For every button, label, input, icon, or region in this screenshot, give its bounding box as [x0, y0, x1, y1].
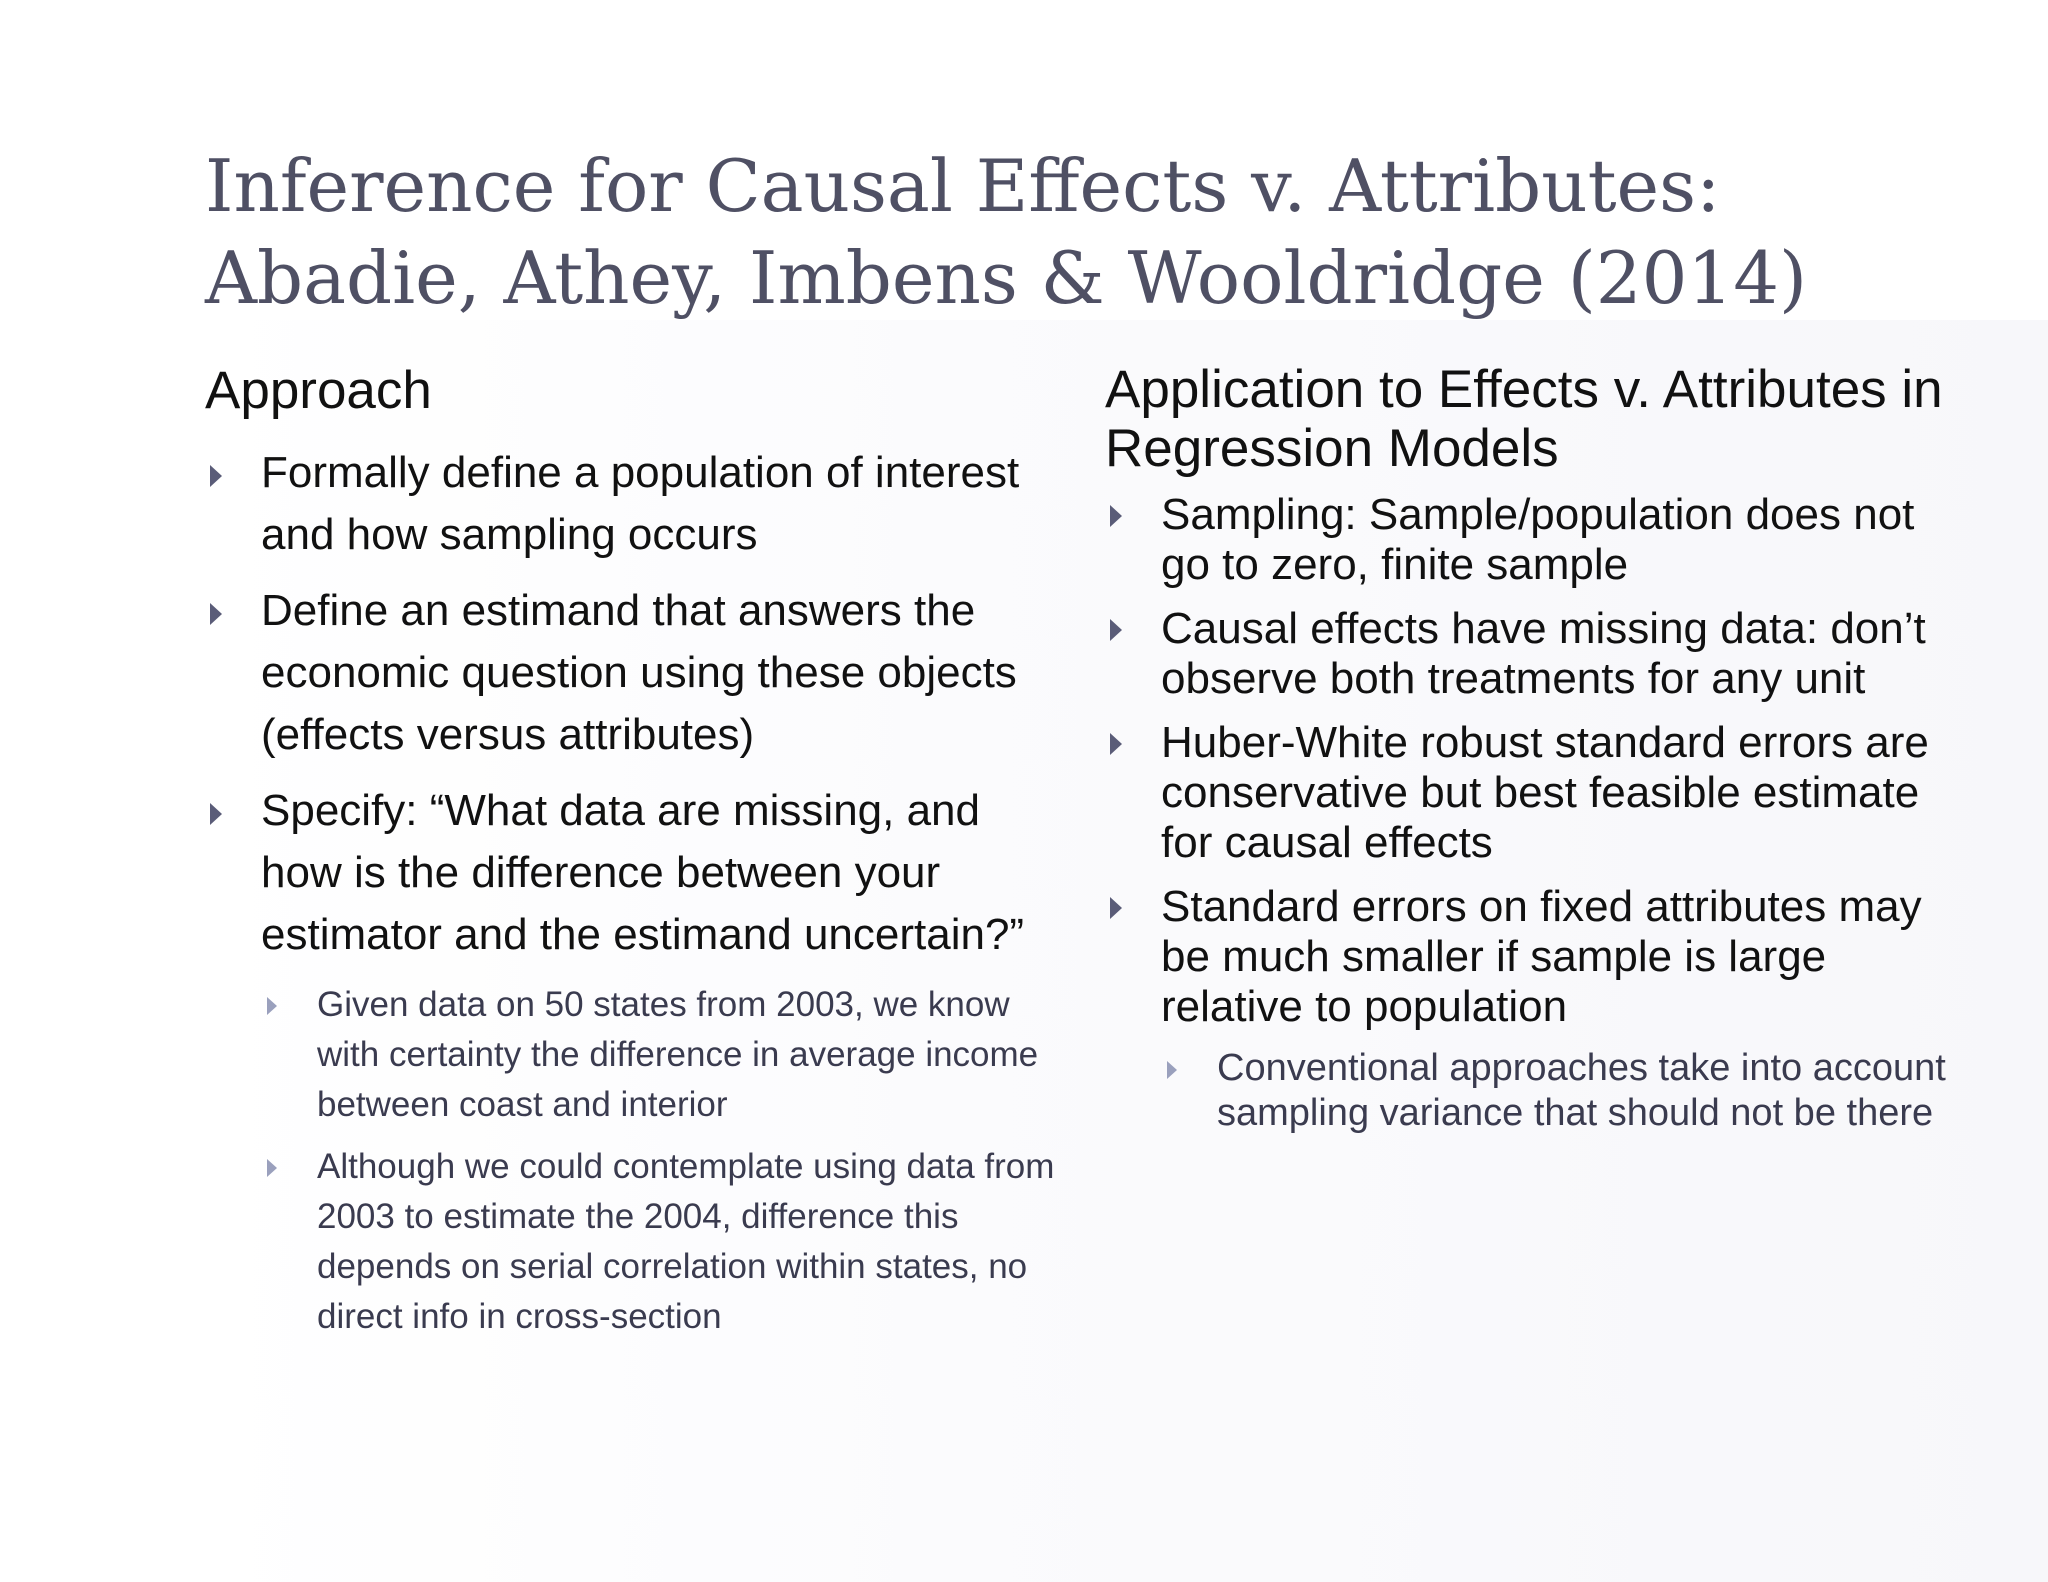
left-column: [205, 360, 1055, 1356]
left-sub-bullet-text: Given data on 50 states from 2003, we know with certainty the difference in average income between coast and interior: [317, 985, 1039, 1124]
slide-title: [205, 140, 1985, 324]
right-bullet-text: Causal effects have missing data: don’t observe both treatments for any unit: [1161, 604, 1926, 703]
left-bullet-text: Formally define a population of interest and how sampling occurs: [261, 448, 1020, 559]
bullet-arrow-icon: [1110, 619, 1122, 641]
bullet-arrow-icon: [210, 465, 222, 487]
left-bullet-text: Specify: “What data are missing, and how is the difference between your estimator and the estimand uncertain?”: [261, 786, 1025, 959]
left-column-heading: Approach: [205, 361, 432, 420]
right-bullet-item: [1105, 718, 1965, 868]
bullet-arrow-icon: [1110, 733, 1122, 755]
sub-bullet-arrow-icon: [267, 997, 277, 1015]
left-bullet-item: [205, 780, 1055, 1342]
bullet-arrow-icon: [1110, 897, 1122, 919]
bullet-arrow-icon: [210, 603, 222, 625]
sub-bullet-arrow-icon: [267, 1159, 277, 1177]
right-sub-bullet-item: [1161, 1046, 1965, 1136]
right-bullet-item: [1105, 882, 1965, 1136]
left-bullet-item: [205, 580, 1055, 766]
right-bullet-list: [1105, 490, 1965, 1136]
right-sub-bullet-list: [1161, 1046, 1965, 1136]
right-sub-bullet-text: Conventional approaches take into account sampling variance that should not be there: [1217, 1047, 1946, 1134]
right-bullet-text: Huber-White robust standard errors are conservative but best feasible estimate for causal effects: [1161, 718, 1929, 867]
left-sub-bullet-text: Although we could contemplate using data from 2003 to estimate the 2004, difference this depends on serial correlation within states, no direct info in cross-section: [317, 1147, 1055, 1336]
bullet-arrow-icon: [210, 803, 222, 825]
left-bullet-list: [205, 442, 1055, 1342]
right-bullet-text: Sampling: Sample/population does not go to zero, finite sample: [1161, 490, 1915, 589]
left-sub-bullet-list: [261, 980, 1055, 1342]
right-column: [1105, 360, 1965, 1150]
left-bullet-item: [205, 442, 1055, 566]
slide-title-line-2: Abadie, Athey, Imbens & Wooldridge (2014): [205, 236, 1808, 320]
right-bullet-item: [1105, 604, 1965, 704]
sub-bullet-arrow-icon: [1167, 1061, 1177, 1079]
left-bullet-text: Define an estimand that answers the economic question using these objects (effects versus attributes): [261, 586, 1017, 759]
left-sub-bullet-item: [261, 1142, 1055, 1342]
bullet-arrow-icon: [1110, 505, 1122, 527]
right-bullet-text: Standard errors on fixed attributes may be much smaller if sample is large relative to population: [1161, 882, 1922, 1031]
right-column-heading: Application to Effects v. Attributes in Regression Models: [1105, 360, 1943, 478]
right-bullet-item: [1105, 490, 1965, 590]
slide-title-line-1: Inference for Causal Effects v. Attributes:: [205, 144, 1721, 228]
left-sub-bullet-item: [261, 980, 1055, 1130]
